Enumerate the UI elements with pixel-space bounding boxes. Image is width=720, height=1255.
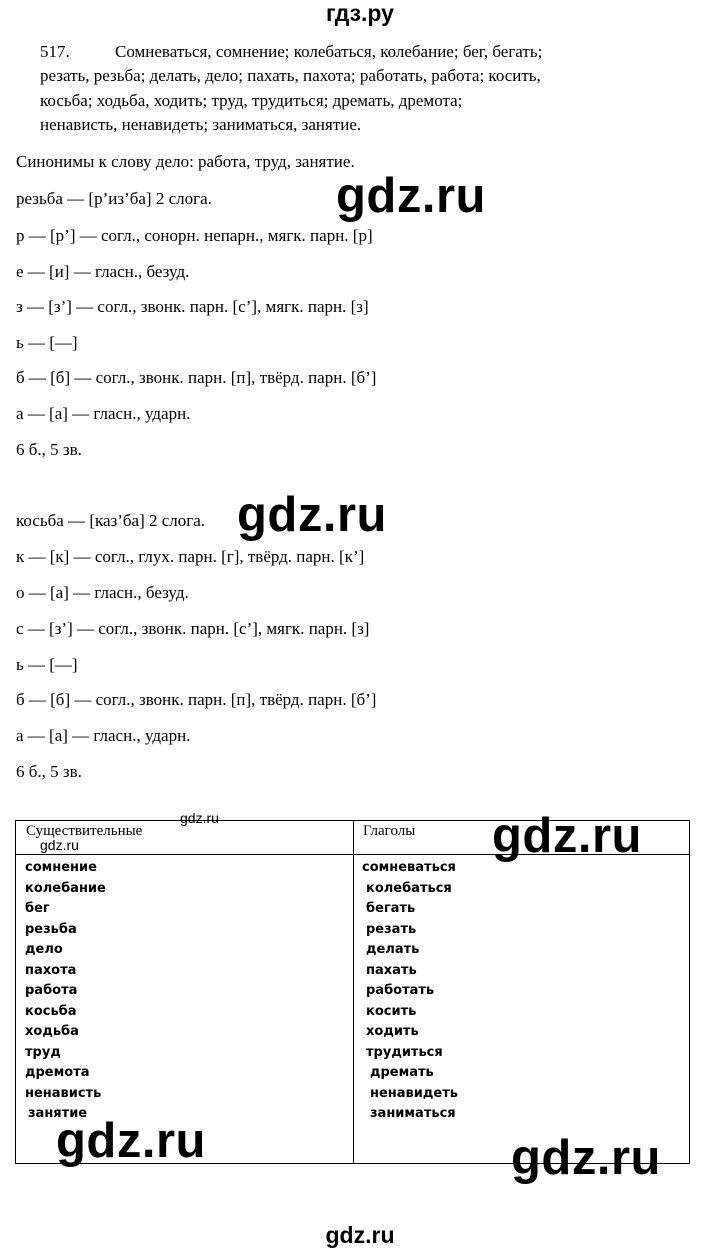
analysis-line: а — [а] — гласн., ударн. [16, 404, 191, 423]
exercise-line: ненависть, ненавидеть; заниматься, занятие. [40, 115, 362, 134]
nouns-column [25, 858, 106, 1125]
noun-item: дело [25, 942, 63, 957]
verb-item: резать [366, 921, 417, 937]
verb-item: косить [366, 1003, 417, 1019]
verb-item: заниматься [370, 1106, 456, 1121]
noun-item: колебание [25, 880, 106, 896]
noun-item: ненависть [25, 1085, 102, 1101]
analysis-line: е — [и] — гласн., безуд. [16, 262, 190, 281]
verb-item: сомневаться [362, 860, 456, 875]
noun-item: занятие [28, 1106, 88, 1121]
noun-item: косьба [25, 1003, 77, 1019]
watermark: gdz.ru [237, 488, 387, 542]
noun-item: сомнение [25, 860, 97, 875]
synonyms-line: Синонимы к слову дело: работа, труд, занятие. [16, 152, 355, 171]
column-divider [353, 821, 354, 1163]
analysis-line: а — [а] — гласн., ударн. [16, 726, 191, 745]
watermark: gdz.ru [492, 809, 642, 863]
verb-item: бегать [366, 901, 416, 916]
analysis-line: косьба — [каз’ба] 2 слога. [16, 511, 206, 530]
noun-item: труд [25, 1044, 61, 1060]
analysis-line: р — [р’] — согл., сонорн. непарн., мягк. парн. [р] [16, 226, 373, 245]
exercise-line: косьба; ходьба, ходить; труд, трудиться; дремать, дремота; [40, 91, 463, 110]
analysis-line: ь — [—] [16, 655, 78, 674]
verb-item: пахать [366, 962, 417, 978]
analysis-line: з — [з’] — согл., звонк. парн. [с’], мягк. парн. [з] [16, 297, 369, 316]
verb-item: ненавидеть [370, 1085, 458, 1101]
verbs-column [362, 858, 458, 1125]
analysis-line: 6 б., 5 зв. [16, 762, 82, 781]
exercise-line: резать, резьба; делать, дело; пахать, пахота; работать, работа; косить, [40, 66, 541, 85]
watermark: gdz.ru [336, 169, 486, 223]
table-header-nouns: Существительные [26, 823, 143, 839]
site-footer-title: gdz.ru [325, 1222, 395, 1248]
watermark: gdz.ru [56, 1114, 206, 1168]
analysis-line: б — [б] — согл., звонк. парн. [п], твёрд. парн. [б’] [16, 690, 377, 709]
verb-item: трудиться [366, 1044, 443, 1060]
table-header-verbs: Глаголы [363, 823, 416, 839]
watermark-small: gdz.ru [180, 810, 219, 826]
analysis-line: б — [б] — согл., звонк. парн. [п], твёрд. парн. [б’] [16, 368, 377, 387]
analysis-line: к — [к] — согл., глух. парн. [г], твёрд. парн. [к’] [16, 547, 365, 566]
exercise-number: 517. [40, 42, 70, 61]
watermark: gdz.ru [511, 1131, 661, 1185]
verb-item: колебаться [366, 880, 452, 896]
noun-item: бег [25, 901, 50, 916]
verb-item: работать [366, 983, 435, 998]
noun-item: работа [25, 983, 78, 998]
noun-item: пахота [25, 962, 77, 978]
verb-item: ходить [366, 1024, 419, 1039]
verb-item: дремать [370, 1065, 434, 1080]
exercise-line: Сомневаться, сомнение; колебаться, колебание; бег, бегать; [115, 42, 543, 61]
watermark-small: gdz.ru [40, 837, 79, 853]
analysis-line: резьба — [р’из’ба] 2 слога. [16, 189, 212, 208]
noun-item: дремота [25, 1065, 90, 1080]
analysis-line: 6 б., 5 зв. [16, 440, 82, 459]
site-header-title: гдз.ру [326, 0, 394, 26]
noun-item: ходьба [25, 1024, 79, 1039]
analysis-line: ь — [—] [16, 333, 78, 352]
noun-item: резьба [25, 921, 77, 937]
verb-item: делать [366, 942, 420, 957]
analysis-line: с — [з’] — согл., звонк. парн. [с’], мягк. парн. [з] [16, 619, 370, 638]
analysis-line: о — [а] — гласн., безуд. [16, 583, 189, 602]
